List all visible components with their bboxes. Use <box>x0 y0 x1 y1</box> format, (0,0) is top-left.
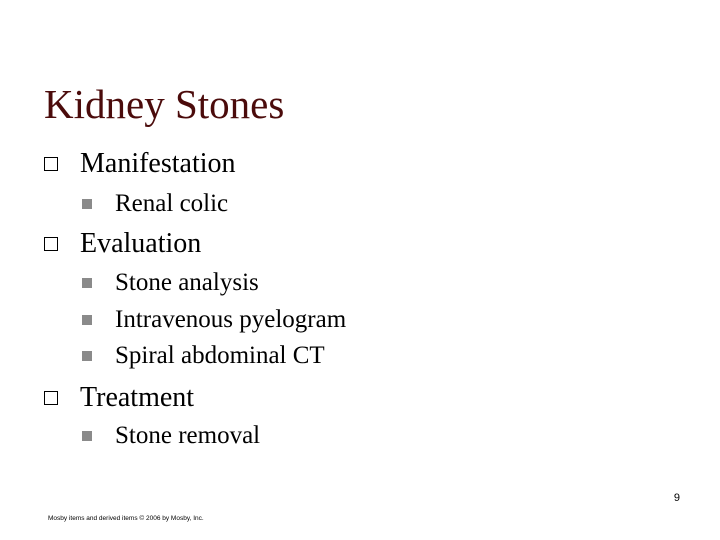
bullet-heading: Manifestation <box>80 148 236 179</box>
bullet-evaluation <box>44 227 201 261</box>
sub-bullet-spiral-abdominal-ct <box>82 341 325 371</box>
copyright-footer: Mosby items and derived items © 2006 by Mosby, Inc. <box>48 515 204 522</box>
hollow-square-bullet-icon <box>44 157 58 171</box>
bullet-treatment <box>44 381 194 415</box>
sub-bullet-text: Intravenous pyelogram <box>115 306 347 333</box>
sub-bullet-stone-analysis <box>82 268 259 298</box>
filled-square-bullet-icon <box>82 278 92 288</box>
bullet-heading: Evaluation <box>80 228 202 259</box>
filled-square-bullet-icon <box>82 315 92 325</box>
bullet-heading: Treatment <box>80 382 195 413</box>
hollow-square-bullet-icon <box>44 237 58 251</box>
bullet-manifestation <box>44 147 236 181</box>
sub-bullet-intravenous-pyelogram <box>82 305 346 335</box>
sub-bullet-text: Stone removal <box>115 422 261 449</box>
filled-square-bullet-icon <box>82 199 92 209</box>
hollow-square-bullet-icon <box>44 391 58 405</box>
sub-bullet-text: Stone analysis <box>115 269 259 296</box>
filled-square-bullet-icon <box>82 351 92 361</box>
slide-title: Kidney Stones <box>44 81 285 127</box>
page-number: 9 <box>673 492 680 504</box>
sub-bullet-stone-removal <box>82 421 260 451</box>
filled-square-bullet-icon <box>82 431 92 441</box>
sub-bullet-renal-colic <box>82 189 228 219</box>
sub-bullet-text: Spiral abdominal CT <box>115 342 325 369</box>
sub-bullet-text: Renal colic <box>115 190 229 217</box>
